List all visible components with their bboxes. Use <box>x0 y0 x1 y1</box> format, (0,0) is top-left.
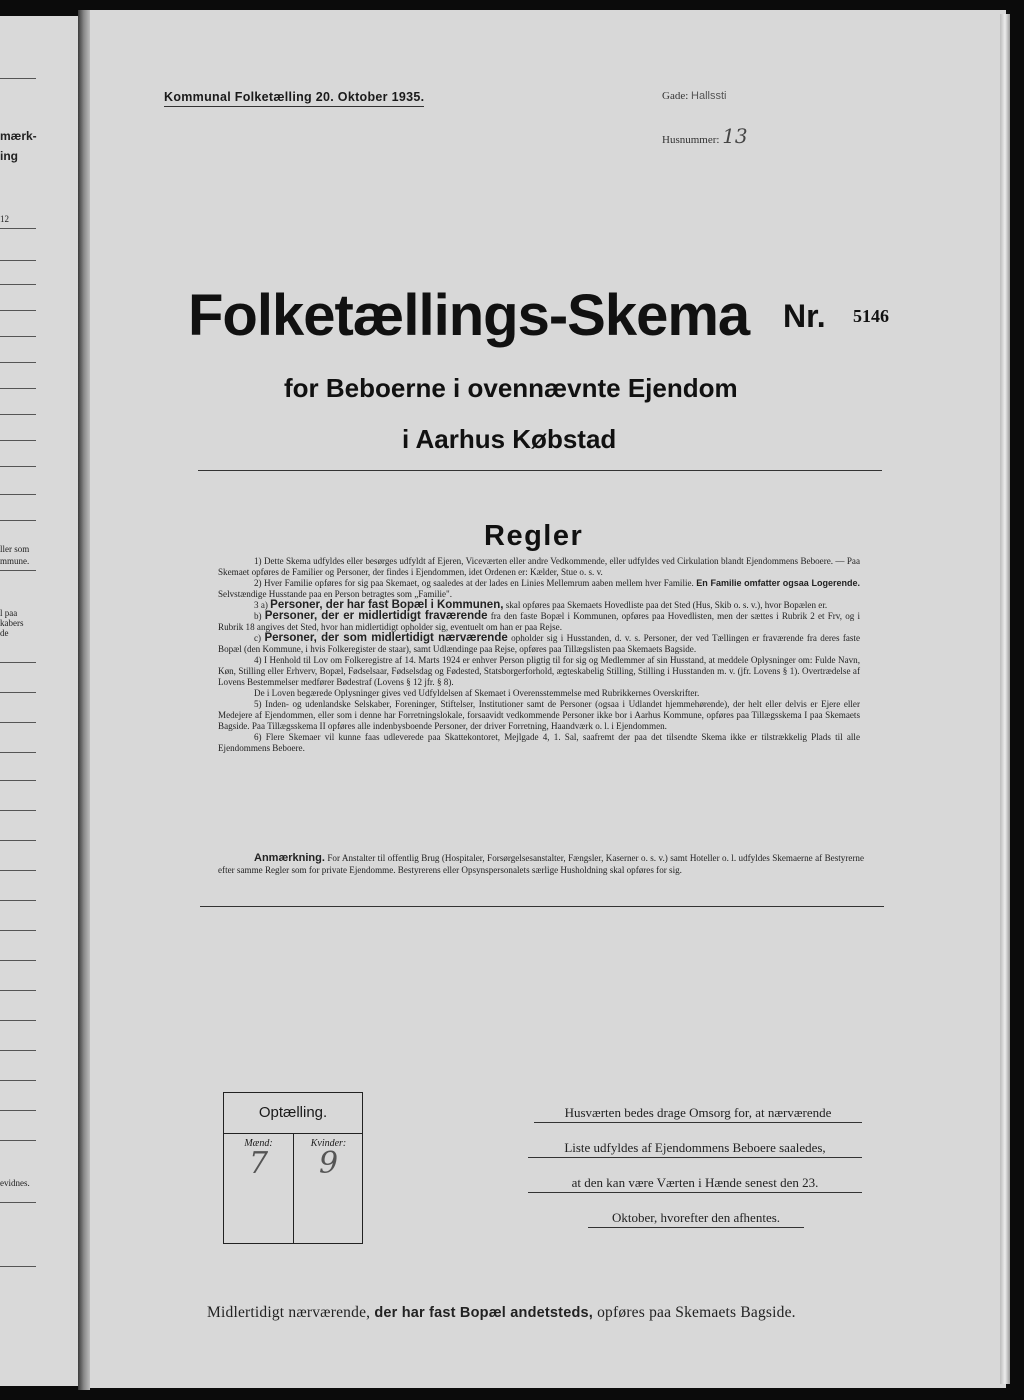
rule-line <box>0 1080 36 1081</box>
rule-line <box>0 362 36 363</box>
note-text: For Anstalter til offentlig Brug (Hospitaler, Forsørgelsesanstalter, Fængsler, Kaserner o. s. v.) samt Hoteller o. l. udfyldes Skemaerne af Bestyrerne efter samme Regler som for private Ejendomme. Bestyrerens eller Opsynspersonalets særlige Husholdning skal opføres for sig. <box>218 853 864 875</box>
fragment-text: mærk- <box>0 129 37 143</box>
rules-heading: Regler <box>484 520 584 552</box>
rule-1: 1) Dette Skema udfyldes eller besørges udfyldt af Ejeren, Viceværten eller andre Vedkommende, eller udfyldes ved Cirkulation blandt Ejendommens Beboere. — Paa Skemaet opføres de Familier og Personer, der findes i Ejendommen, idet Ordenen er: Kælder, Stue o. s. v. <box>218 556 860 577</box>
page-edge <box>1000 14 1010 1384</box>
note-block <box>218 853 864 876</box>
count-box-title: Optælling. <box>224 1093 362 1134</box>
rule-line <box>0 520 36 521</box>
rule-line <box>0 752 36 753</box>
note-label: Anmærkning. <box>254 852 325 864</box>
men-column <box>224 1134 293 1243</box>
rule-line <box>0 1050 36 1051</box>
rule-line <box>0 228 36 229</box>
rule-line <box>0 1020 36 1021</box>
form-subtitle: for Beboerne i ovennævnte Ejendom <box>284 373 738 403</box>
fragment-text: kabers <box>0 618 24 628</box>
fragment-text: l paa <box>0 608 18 618</box>
rule-line <box>0 310 36 311</box>
house-number-value: 13 <box>722 124 748 148</box>
form-number-label: Nr. <box>783 298 826 334</box>
rule-line <box>0 1266 36 1267</box>
rule-line <box>0 388 36 389</box>
rule-line <box>0 722 36 723</box>
form-number-value: 5146 <box>853 306 889 326</box>
women-label: Kvinder: <box>310 1138 347 1149</box>
book-spine <box>78 10 90 1390</box>
women-column <box>293 1134 363 1243</box>
count-box <box>223 1092 363 1244</box>
rule-line <box>0 840 36 841</box>
rule-line <box>0 570 36 571</box>
fragment-text: evidnes. <box>0 1178 30 1188</box>
rule-line <box>0 260 36 261</box>
rule-3b: b) Personer, der er midlertidigt fraværende fra den faste Bopæl i Kommunen, opføres paa Hovedlisten, men der sættes i Rubrik 2 et Frv, og i Rubrik 18 angives det Sted, hvor han midlertidigt opholder sig, eventuelt om han er paa Rejse. <box>218 610 860 632</box>
rule-line <box>0 990 36 991</box>
men-count: 7 <box>248 1146 269 1181</box>
rule-line <box>0 692 36 693</box>
rule-2: 2) Hver Familie opføres for sig paa Skemaet, og saaledes at der lades en Linies Mellemrum aaben mellem hver Familie. En Familie omfatter ogsaa Logerende. Selvstændige Husstande paa en Person betragtes som „Familie". <box>218 578 860 599</box>
landlord-notice <box>528 1104 862 1244</box>
street-label: Gade: <box>662 90 689 102</box>
rule-line <box>0 1202 36 1203</box>
rule-5: 5) Inden- og udenlandske Selskaber, Foreninger, Stiftelser, Institutioner samt de Personer (ogsaa i Udlandet hjemmehørende), der helt eller delvis er Ejere eller Medejere af Ejendommen, eller som i denne har Forretningslokale, forsaavidt vedkommende Personer ikke bor i Aarhus Kommune, opføres paa Tillægsskema I paa Skemaets Bagside. Paa Tillægsskema II opføres alle indenbysboende Personer, der driver Forretning, Haandværk o. l. i Ejendommen. <box>218 699 860 731</box>
rule-line <box>0 960 36 961</box>
rule-6: 6) Flere Skemaer vil kunne faas udleverede paa Skattekontoret, Mejlgade 4, 1. Sal, saafremt der paa det tilsendte Skema ikke er tilstrækkelig Plads til alle Ejendommens Beboere. <box>218 732 860 753</box>
fragment-text: 12 <box>0 214 9 224</box>
rule-line <box>0 414 36 415</box>
rule-line <box>0 336 36 337</box>
rules-body <box>218 556 860 754</box>
form-title: Folketællings-Skema <box>188 283 750 348</box>
men-label: Mænd: <box>244 1138 273 1149</box>
notice-line: Oktober, hvorefter den afhentes. <box>588 1209 804 1228</box>
footer-note: Midlertidigt nærværende, der har fast Bopæl andetsteds, opføres paa Skemaets Bagside. <box>207 1304 796 1321</box>
rule-3c: c) Personer, der som midlertidigt nærværende opholder sig i Husstanden, d. v. s. Personer, der ved Tællingen er fraværende fra deres faste Bopæl (den Kommune, i hvis Folkeregister de staar), samt Udlændinge paa Rejse, opføres paa Tillægslisten paa Skemaets Bagside. <box>218 632 860 654</box>
rule-line <box>0 900 36 901</box>
census-header: Kommunal Folketælling 20. Oktober 1935. <box>164 90 424 107</box>
women-count: 9 <box>318 1146 339 1181</box>
rule-line <box>0 662 36 663</box>
rule-line <box>0 930 36 931</box>
fragment-text: ller som <box>0 544 30 554</box>
rule-4b: De i Loven begærede Oplysninger gives ved Udfyldelsen af Skemaet i Overensstemmelse med Rubrikkernes Overskrifter. <box>254 688 700 698</box>
notice-line: Liste udfyldes af Ejendommens Beboere saaledes, <box>528 1139 862 1158</box>
notice-line: Husværten bedes drage Omsorg for, at nærværende <box>534 1104 862 1123</box>
rule-line <box>0 440 36 441</box>
rule-4: 4) I Henhold til Lov om Folkeregistre af 14. Marts 1924 er enhver Person pligtig til for sig og Medlemmer af sin Husstand, at meddele Oplysninger om: Fulde Navn, Køn, Stilling eller Erhverv, Bopæl, Fødselsaar, Fødselsdag og Fødested, Statsborgerforhold, ægteskabelig Stilling, Stilling i Husstanden m. v. (jfr. Lovens § 1). Overtrædelse af Lovens Bestemmelser medfører Bødestraf (Lovens § 12 jfr. § 8). <box>218 655 860 687</box>
street-value: Hallssti <box>691 90 727 102</box>
notice-line: at den kan være Værten i Hænde senest den 23. <box>528 1174 862 1193</box>
form-location: i Aarhus Købstad <box>402 424 617 454</box>
street-field <box>662 90 726 102</box>
divider <box>200 906 884 907</box>
house-number-field <box>662 124 748 148</box>
census-form-page <box>90 10 1006 1388</box>
house-number-label: Husnummer: <box>662 134 720 146</box>
rule-line <box>0 78 36 79</box>
rule-line <box>0 284 36 285</box>
rule-line <box>0 810 36 811</box>
rule-line <box>0 494 36 495</box>
rule-line <box>0 1110 36 1111</box>
divider <box>198 470 882 471</box>
rule-line <box>0 1140 36 1141</box>
left-page-fragment <box>0 16 78 1386</box>
fragment-text: ing <box>0 149 18 163</box>
rule-line <box>0 780 36 781</box>
rule-line <box>0 466 36 467</box>
fragment-text: de <box>0 628 9 638</box>
rule-line <box>0 870 36 871</box>
rule-3a: 3 a) Personer, der har fast Bopæl i Kommunen, skal opføres paa Skemaets Hovedliste paa det Sted (Hus, Skib o. s. v.), hvor Bopælen er. <box>254 599 828 611</box>
fragment-text: mmune. <box>0 556 30 566</box>
